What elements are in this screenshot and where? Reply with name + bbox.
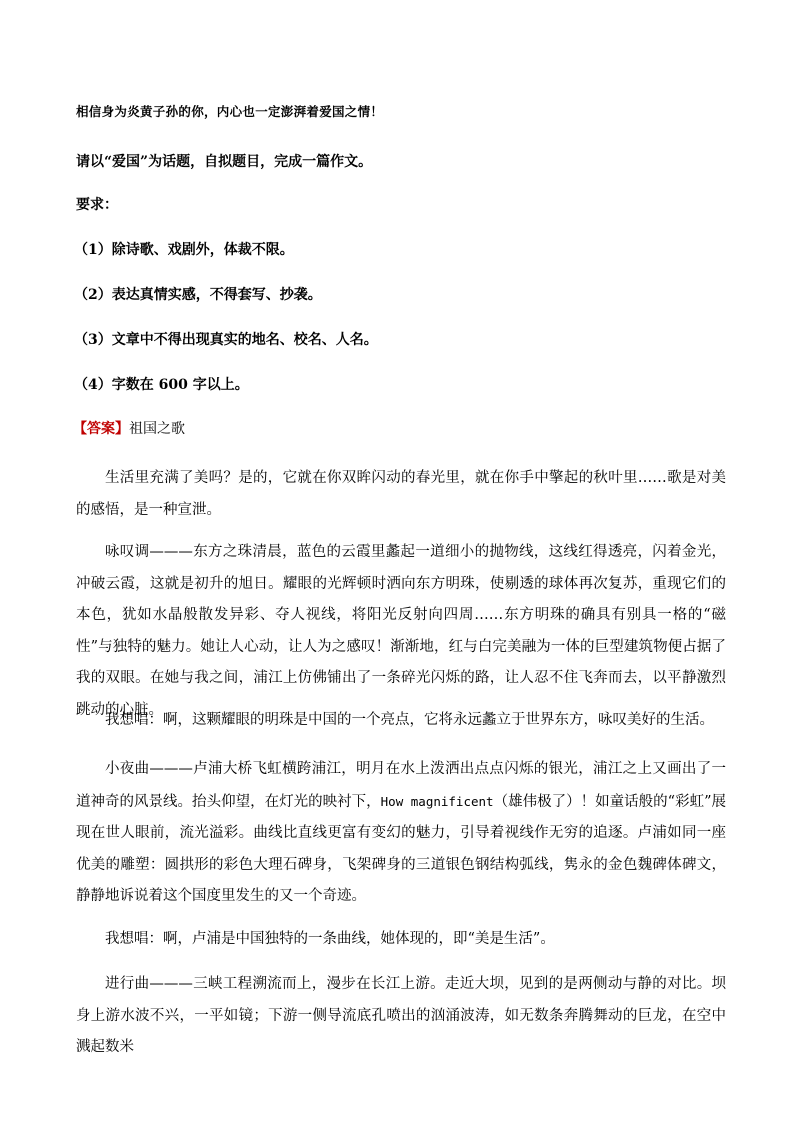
answer-line <box>73 418 185 438</box>
requirement-item: （1）除诗歌、戏剧外，体裁不限。 <box>74 242 294 258</box>
requirements-heading: 要求： <box>76 197 118 213</box>
essay-paragraph: 生活里充满了美吗？是的，它就在你双眸闪动的春光里，就在你手中擎起的秋叶里……歌是对美的感悟，是一种宣泄。 <box>76 470 726 518</box>
answer-tag: 【答案】 <box>73 421 129 437</box>
requirement-item: （3）文章中不得出现真实的地名、校名、人名。 <box>74 332 378 348</box>
paragraph-text: 小夜曲———卢浦大桥飞虹横跨浦江，明月在水上泼洒出点点闪烁的银光，浦江之上又画出了一道神奇的风景线。抬头仰望，在灯光的映衬下， <box>76 761 726 810</box>
intro-text: 相信身为炎黄子孙的你，内心也一定澎湃着爱国之情！ <box>76 104 384 119</box>
english-phrase: How magnificent <box>380 793 494 809</box>
essay-title: 祖国之歌 <box>129 421 185 437</box>
requirement-item: （4）字数在 600 字以上。 <box>74 377 249 393</box>
requirement-item: （2）表达真情实感，不得套写、抄袭。 <box>74 287 322 303</box>
essay-paragraph <box>76 754 726 913</box>
essay-paragraph: 我想唱：啊，卢浦是中国独特的一条曲线，她体现的，即“美是生活”。 <box>105 931 555 947</box>
essay-prompt: 请以“爱国”为话题，自拟题目，完成一篇作文。 <box>76 154 373 170</box>
essay-paragraph: 我想唱：啊，这颗耀眼的明珠是中国的一个亮点，它将永远蠡立于世界东方，咏叹美好的生活。 <box>105 712 714 728</box>
paragraph-text: （雄伟极了）！如童话般的“彩虹”展现在世人眼前，流光溢彩。曲线比直线更富有变幻的魅力，引导着视线作无穷的追逐。卢浦如同一座优美的雕塑：圆拱形的彩色大理石碑身，飞架碑身的三道银色钢结构弧线，隽永的金色魏碑体碑文，静静地诉说着这个国度里发生的又一个奇迹。 <box>76 793 727 904</box>
essay-paragraph: 咏叹调———东方之珠清晨，蓝色的云霞里蠡起一道细小的抛物线，这线红得透亮，闪着金光，冲破云霞，这就是初升的旭日。耀眼的光辉顿时洒向东方明珠，使剔透的球体再次复苏，重现它们的本色，犹如水晶般散发异彩、夺人视线，将阳光反射向四周……东方明珠的确具有别具一格的“磁性”与独特的魅力。她让人心动，让人为之感叹！渐渐地，红与白完美融为一体的巨型建筑物便占据了我的双眼。在她与我之间，浦江上仿佛铺出了一条碎光闪烁的路，让人忍不住飞奔而去，以平静激烈跳动的心脏。 <box>76 544 726 718</box>
essay-paragraph: 进行曲———三峡工程溯流而上，漫步在长江上游。走近大坝，见到的是两侧动与静的对比。坝身上游水波不兴，一平如镜；下游一侧导流底孔喷出的汹涌波涛，如无数条奔腾舞动的巨龙，在空中溅起数米 <box>76 976 726 1055</box>
